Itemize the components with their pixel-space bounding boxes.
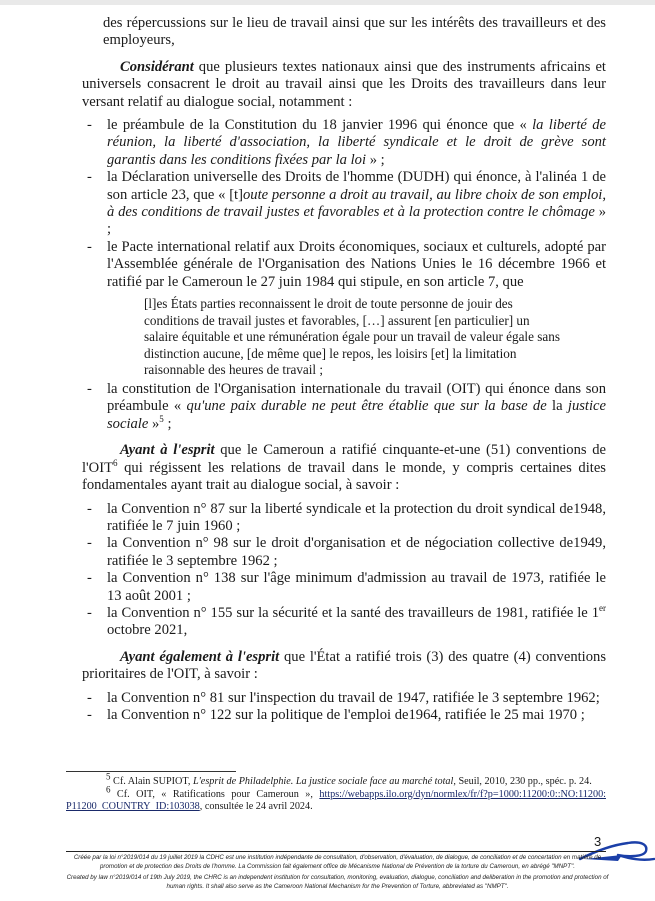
quote-text: la liberté de réunion, la liberté d'association, la liberté syndicale et le droit de grève sont garantis dans les conditions fixées par la loi: [107, 117, 606, 168]
item-text: » ;: [107, 204, 606, 238]
list-item-dudh: [82, 169, 606, 239]
ayant-esprit-lead: Ayant à l'esprit: [120, 442, 215, 459]
footnote-text: Cf. Alain SUPIOT,: [110, 776, 193, 787]
item-text: le préambule de la Constitution du 18 janvier 1996 qui énonce que «: [107, 117, 533, 134]
list-item-c155: [82, 605, 606, 640]
considerant-text: que plusieurs textes nationaux ainsi que des instruments africains et universels consacrent le droit au travail ainsi que les Droits des travailleurs dans leur versant relatif au dialogue social, notamment :: [82, 58, 606, 110]
footnote-ref-5[interactable]: 5: [159, 414, 164, 425]
priority-conventions-list: [82, 690, 606, 725]
footnote-number: 5: [106, 771, 111, 782]
item-text: la Convention n° 155 sur la sécurité et la santé des travailleurs de 1981, ratifiée le 1: [107, 604, 599, 621]
ayant-egalement-paragraph: [82, 649, 606, 684]
list-item-c87: - la Convention n° 87 sur la liberté syndicale et la protection du droit syndical de1948, ratifiée le 7 juin 1960 ;: [82, 501, 606, 536]
continuation-paragraph: des répercussions sur le lieu de travail ainsi que sur les intérêts des travailleurs et des employeurs,: [103, 15, 606, 49]
block-quote: [l]es États parties reconnaissent le droit de toute personne de jouir des conditions de travail justes et favorables, […] assurent [en particulier] un salaire équitable et une rémunération égale pour un travail de valeur égale sans distinction aucune, [de même que] le repos, les loisirs [et] la limitation raisonnable des heures de travail ;: [144, 296, 560, 378]
item-text: le Pacte international relatif aux Droits économiques, sociaux et culturels, adopté par l'Assemblée générale de l'Organisation des Nations Unies le 16 décembre 1966 et ratifié par le Cameroun le 27 juin 1984 qui stipule, en son article 7, que: [107, 238, 606, 290]
book-title: L'esprit de Philadelphie. La justice sociale face au marché total: [192, 776, 454, 787]
item-text: »: [148, 415, 160, 432]
item-text: la: [546, 398, 568, 415]
footnote-5: [66, 771, 606, 789]
footnote-text: Cf. OIT, « Ratifications pour Cameroun »,: [110, 788, 320, 800]
institution-footer: [60, 854, 615, 894]
quote-text: qu'une paix durable ne peut être établie que sur la base de: [186, 398, 547, 415]
ayant-esprit-paragraph: [82, 442, 606, 494]
footnote-text: , Seuil, 2010, 230 pp., spéc. p. 24.: [453, 776, 592, 787]
considerant-lead: Considérant: [120, 58, 194, 75]
item-text: la constitution de l'Organisation internationale du travail (OIT) qui énonce dans son préambule «: [107, 381, 606, 415]
footer-rule: [66, 851, 606, 852]
paragraph-text: que le Cameroun a ratifié cinquante-et-une (51) conventions de l'OIT: [82, 442, 606, 476]
list-item-c122: - la Convention n° 122 sur la politique de l'emploi de1964, ratifiée le 25 mai 1970 ;: [82, 707, 606, 724]
ordinal-sup: er: [599, 603, 606, 614]
considerant-paragraph: [82, 59, 606, 111]
footnote-number: 6: [106, 784, 111, 795]
footnotes: [66, 771, 606, 814]
document-page: [0, 5, 655, 901]
paragraph-text: que l'État a ratifié trois (3) des quatre (4) conventions prioritaires de l'OIT, à savoir :: [82, 648, 607, 683]
item-text: ;: [163, 415, 172, 432]
item-text: la Déclaration universelle des Droits de l'homme (DUDH) qui énonce, à l'alinéa 1 de son article 23, que « [t]: [107, 169, 606, 203]
page-number: 3: [594, 834, 602, 849]
footnote-text: , consultée le 24 avril 2024.: [199, 801, 313, 813]
institution-footer-fr: Créée par la loi n°2019/014 du 19 juillet 2019 la CDHC est une institution indépendante de consultation, d'observation, d'évaluation, de dialogue, de conciliation et de concertation en matière de promotion et de protection des Droits de l'homme. La Commission fait également office de Mécanisme National de Prévention de la torture du Cameroun, en abrégé "MNPT".: [73, 854, 602, 870]
instruments-list: [82, 117, 606, 433]
institution-footer-en: Created by law n°2019/014 of 19th July 2019, the CHRC is an independent institution for consultation, monitoring, evaluation, dialogue, conciliation and deliberation in the promotion and protection of human rights. It shall also serve as the Cameroon National Mechanism for the Prevention of Torture, abbreviated as "NMPT".: [66, 874, 609, 890]
ayant-egalement-lead: Ayant également à l'esprit: [120, 648, 280, 665]
fundamental-conventions-list: [82, 501, 606, 640]
item-text: octobre 2021,: [107, 622, 188, 639]
list-item-oit-constitution: [82, 381, 606, 433]
list-item-c98: - la Convention n° 98 sur le droit d'organisation et de négociation collective de1949, ratifiée le 3 septembre 1962 ;: [82, 535, 606, 570]
paragraph-text: qui régissent les relations de travail dans le monde, y compris certaines dites fondamentales ayant trait au dialogue social, à savoir :: [82, 459, 606, 494]
footnote-6: [66, 784, 606, 814]
list-item-constitution: [82, 117, 606, 169]
footnote-ref-6[interactable]: 6: [113, 457, 118, 468]
list-item-c81: - la Convention n° 81 sur l'inspection du travail de 1947, ratifiée le 3 septembre 1962;: [82, 690, 606, 707]
ilo-ratifications-link[interactable]: https://webapps.ilo.org/dyn/normlex/fr/f?p=1000:11200:0::NO:11200: P11200_COUNTRY_ID:103038: [66, 788, 606, 813]
page-body: [82, 15, 606, 724]
list-item-pidesc: [82, 239, 606, 379]
footnote-separator: [66, 771, 236, 772]
list-item-c138: - la Convention n° 138 sur l'âge minimum d'admission au travail de 1973, ratifiée le 13 août 2001 ;: [82, 570, 606, 605]
item-text: » ;: [366, 151, 385, 168]
quote-text: oute personne a droit au travail, au libre choix de son emploi, à des conditions de travail justes et favorables et à la protection contre le chômage: [107, 186, 606, 221]
quote-text: justice sociale: [107, 398, 606, 432]
